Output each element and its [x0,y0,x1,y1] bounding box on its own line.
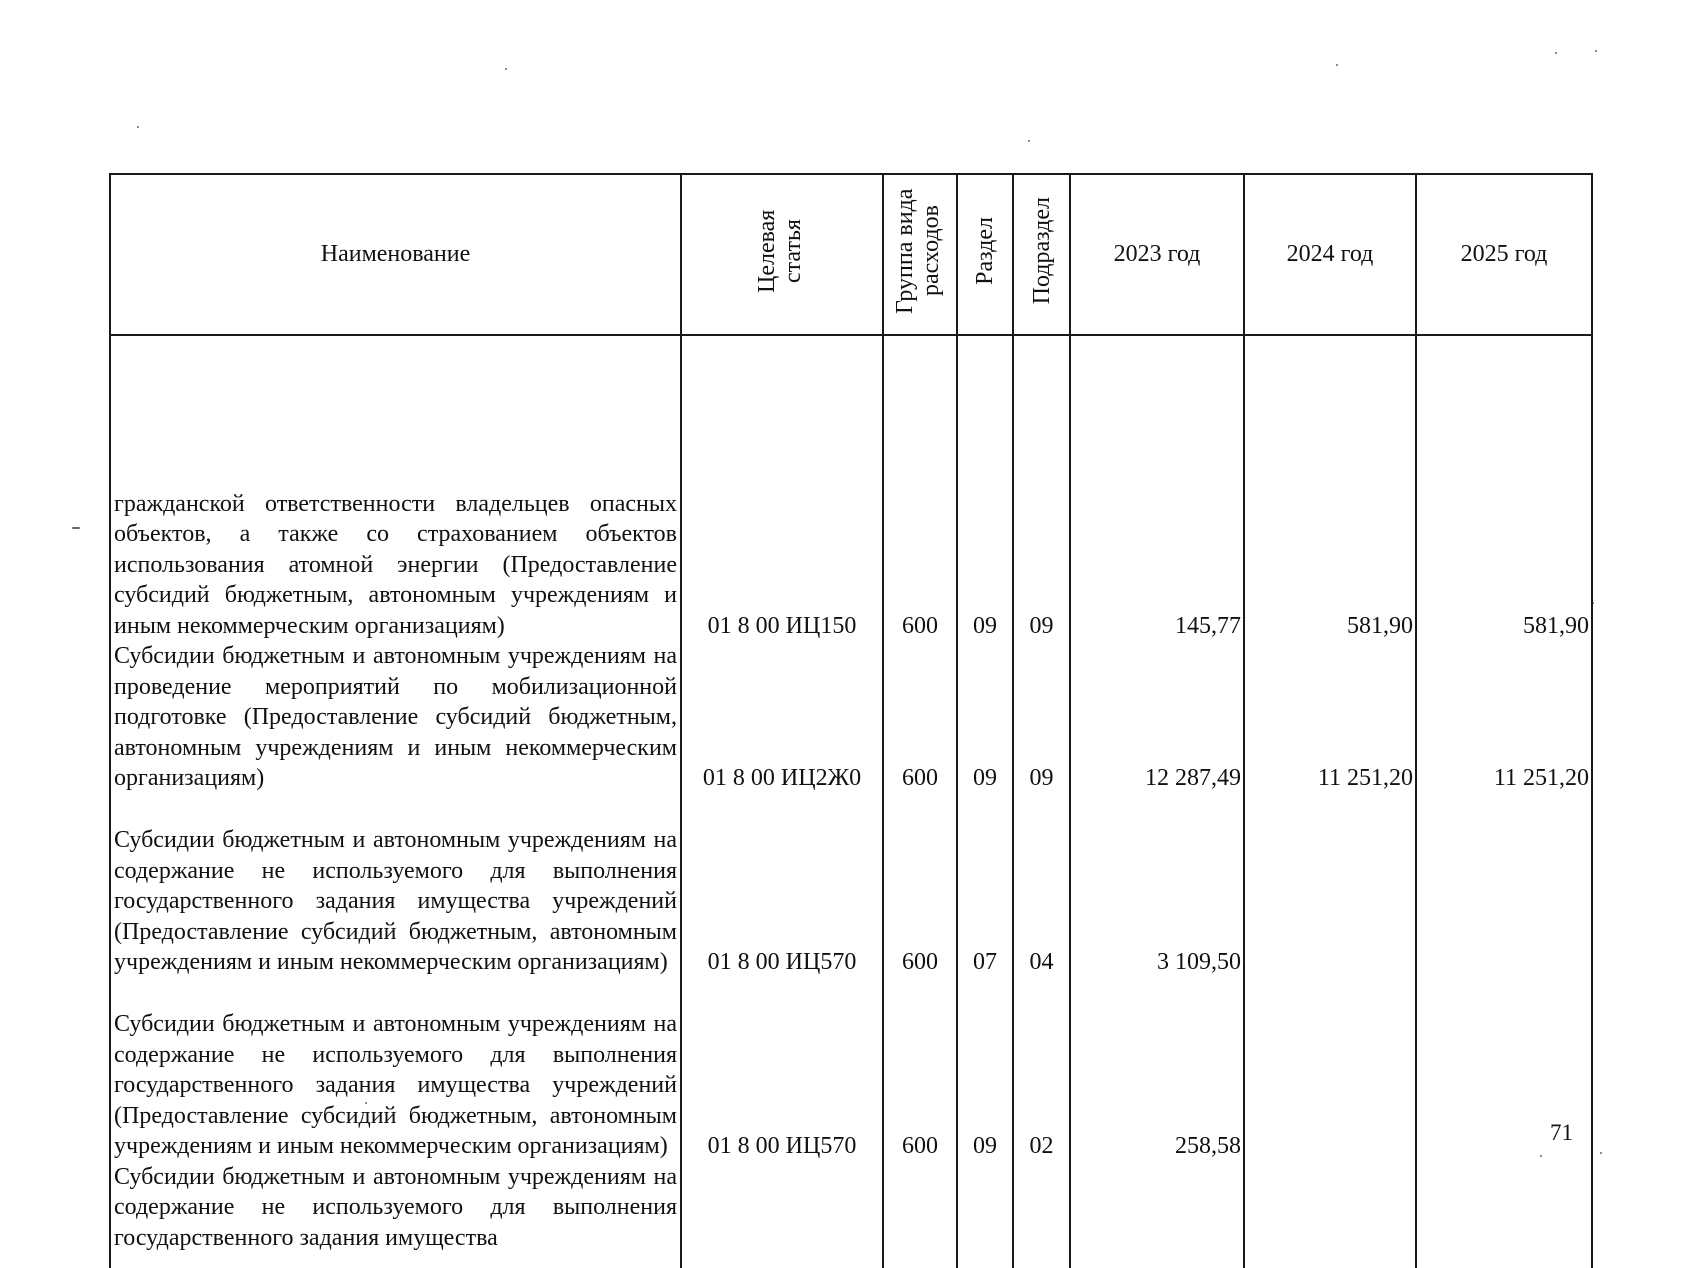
scan-speck [1028,140,1030,142]
row-amount-2024: 581,90 [1244,335,1416,641]
row-amount-2024 [1244,1162,1416,1268]
row-section: 09 [957,335,1013,641]
row-name: гражданской ответственности владельцев опасных объектов, а также со страхованием объектов использования атомной энергии (Предоставление субсидий бюджетным, автономным учреждениям и иным некоммерческим организациям) [110,335,681,641]
row-amount-2024 [1244,794,1416,978]
row-expense-group [883,1162,957,1268]
table-row [110,978,1592,1162]
budget-table [109,173,1593,1268]
row-subsection: 04 [1013,794,1070,978]
header-year-2024 [1244,174,1416,335]
row-amount-2023: 3 109,50 [1070,794,1244,978]
row-subsection: 02 [1013,978,1070,1162]
row-amount-2023: 12 287,49 [1070,641,1244,794]
row-expense-group: 600 [883,794,957,978]
row-subsection: 09 [1013,335,1070,641]
header-section [957,174,1013,335]
scan-speck [1595,50,1597,52]
scan-speck [1336,64,1338,66]
scan-speck [1600,1152,1602,1154]
row-expense-group: 600 [883,335,957,641]
row-amount-2024 [1244,978,1416,1162]
header-expense-group [883,174,957,335]
page-number: 71 [1550,1120,1573,1145]
table-row [110,1162,1592,1268]
row-section: 07 [957,794,1013,978]
row-subsection [1013,1162,1070,1268]
header-subsection-label: Подраздел [1028,197,1055,305]
row-amount-2025 [1416,1162,1592,1268]
row-amount-2025: 581,90 [1416,335,1592,641]
row-name: Субсидии бюджетным и автономным учреждениям на содержание не используемого для выполнения государственного задания имущества учреждений (Предоставление субсидий бюджетным, автономным учреждениям и иным некоммерческим организациям) [110,978,681,1162]
row-name: Субсидии бюджетным и автономным учреждениям на содержание не используемого для выполнения государственного задания имущества [110,1162,681,1268]
row-name: Субсидии бюджетным и автономным учреждениям на содержание не используемого для выполнения государственного задания имущества учреждений (Предоставление субсидий бюджетным, автономным учреждениям и иным некоммерческим организациям) [110,794,681,978]
header-year-2023 [1070,174,1244,335]
table-row [110,794,1592,978]
row-amount-2023 [1070,1162,1244,1268]
header-name-label: Наименование [320,241,471,267]
row-expense-group: 600 [883,641,957,794]
header-expense-group-label: Группа вида расходов [892,188,944,314]
table-row [110,335,1592,641]
scan-speck [72,527,80,529]
table-header-row [110,174,1592,335]
table-row [110,641,1592,794]
row-section: 09 [957,641,1013,794]
row-target-article: 01 8 00 ИЦ2Ж0 [681,641,883,794]
row-amount-2023: 145,77 [1070,335,1244,641]
row-amount-2024: 11 251,20 [1244,641,1416,794]
header-year-2025 [1416,174,1592,335]
row-target-article: 01 8 00 ИЦ570 [681,794,883,978]
row-amount-2023: 258,58 [1070,978,1244,1162]
row-section: 09 [957,978,1013,1162]
row-expense-group: 600 [883,978,957,1162]
header-year-2023-label: 2023 год [1113,241,1201,267]
row-target-article: 01 8 00 ИЦ570 [681,978,883,1162]
header-target-article [681,174,883,335]
row-name: Субсидии бюджетным и автономным учреждениям на проведение мероприятий по мобилизационной подготовке (Предоставление субсидий бюджетным, автономным учреждениям и иным некоммерческим организациям) [110,641,681,794]
scan-speck [505,68,507,70]
scan-speck [137,126,139,128]
header-year-2025-label: 2025 год [1460,241,1548,267]
header-name [110,174,681,335]
header-year-2024-label: 2024 год [1286,241,1374,267]
row-target-article: 01 8 00 ИЦ150 [681,335,883,641]
header-subsection [1013,174,1070,335]
scan-speck [1555,52,1557,54]
row-section [957,1162,1013,1268]
header-target-article-label: Целевая статья [754,209,806,293]
row-subsection: 09 [1013,641,1070,794]
header-section-label: Раздел [972,217,998,285]
row-amount-2025: 11 251,20 [1416,641,1592,794]
row-target-article [681,1162,883,1268]
row-amount-2025 [1416,794,1592,978]
